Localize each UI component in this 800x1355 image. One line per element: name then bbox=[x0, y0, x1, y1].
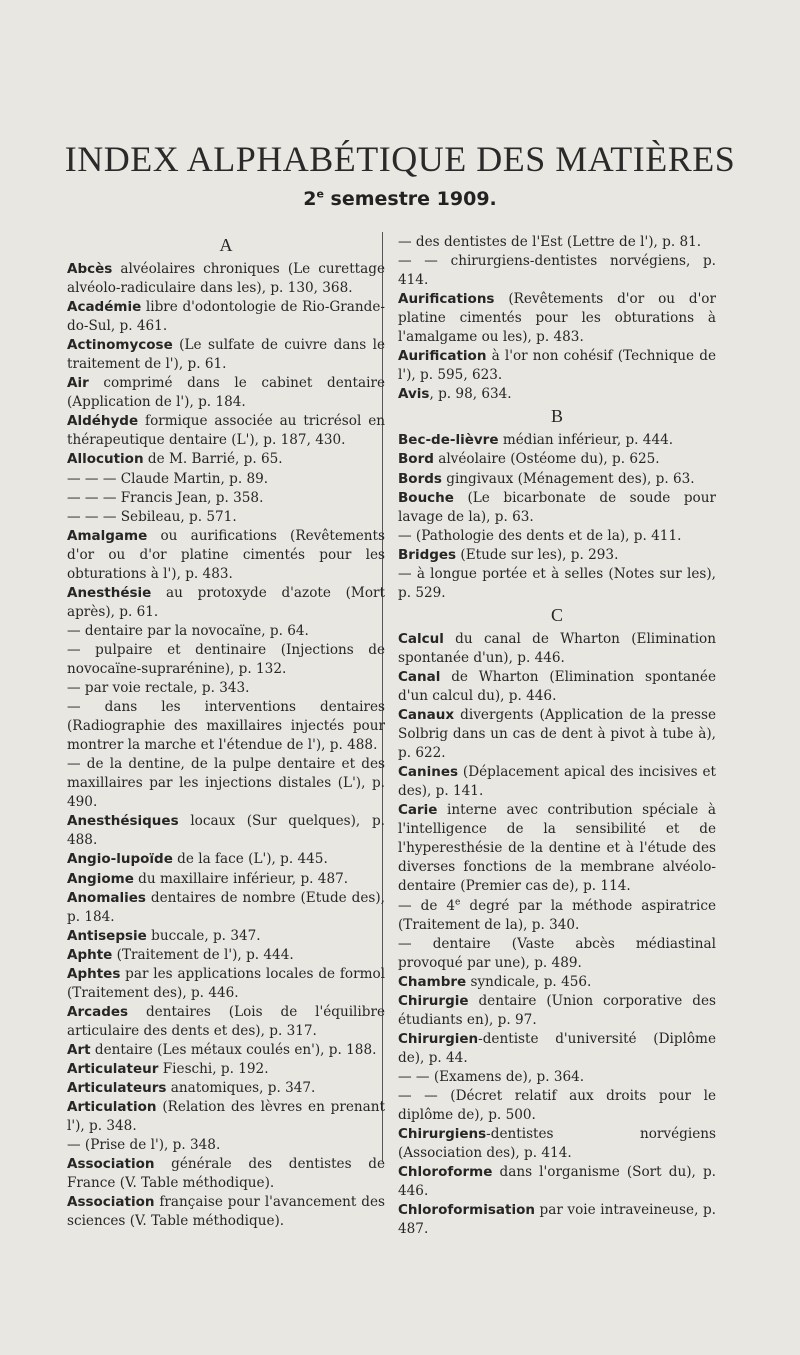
entry-text: du maxillaire inférieur, p. 487. bbox=[133, 870, 349, 887]
index-entry bbox=[67, 336, 385, 374]
index-entry bbox=[398, 546, 716, 565]
section-letter-a: A bbox=[219, 235, 233, 255]
index-entry bbox=[67, 889, 385, 927]
index-entry bbox=[67, 260, 385, 298]
entry-text: médian inférieur, p. 444. bbox=[498, 432, 674, 449]
entry-text: anatomiques, p. 347. bbox=[166, 1080, 316, 1097]
index-subentry: — — — Francis Jean, p. 358. bbox=[67, 489, 264, 506]
entry-keyword: Allocution bbox=[67, 451, 144, 468]
index-entry bbox=[398, 450, 716, 469]
index-entry bbox=[398, 1201, 716, 1239]
entry-keyword: Canines bbox=[398, 764, 459, 781]
index-subentry: — — chirurgiens-dentistes norvégiens, p. 414. bbox=[398, 253, 716, 289]
entry-text: du canal de Wharton (Elimination spontanée d'un), p. 446. bbox=[398, 630, 716, 666]
page-subtitle bbox=[0, 188, 800, 210]
section-letter-b: B bbox=[550, 406, 563, 427]
entry-keyword: Association bbox=[67, 1194, 155, 1211]
subtitle-sup: e bbox=[316, 187, 324, 201]
entry-keyword: Abcès bbox=[67, 261, 113, 277]
entry-text: -dentistes norvégiens (Association des), p. 414. bbox=[398, 1126, 716, 1162]
index-subentry: — — — Sebileau, p. 571. bbox=[67, 508, 237, 525]
entry-keyword: Arcades bbox=[67, 1003, 129, 1020]
right-column bbox=[398, 233, 716, 1239]
index-subentry: — (Pathologie des dents et de la), p. 411. bbox=[398, 527, 682, 544]
index-entry bbox=[67, 298, 385, 336]
entry-text: alvéolaires chroniques (Le curettage alvéolo-radiculaire dans les), p. 130, 368. bbox=[67, 261, 385, 297]
entry-text: degré par la méthode aspiratrice (Traitement de la), p. 340. bbox=[398, 897, 716, 933]
entry-keyword: Académie bbox=[67, 299, 142, 316]
index-entry bbox=[398, 706, 716, 763]
index-entry bbox=[398, 489, 716, 527]
entry-keyword: Art bbox=[67, 1041, 91, 1058]
entry-keyword: Angio-lupoïde bbox=[67, 851, 173, 868]
entry-text: par les applications locales de formol (Traitement des), p. 446. bbox=[67, 965, 385, 1001]
entry-sup: e bbox=[455, 896, 461, 907]
entry-text: gingivaux (Ménagement des), p. 63. bbox=[441, 470, 695, 487]
entry-text: alvéolaire (Ostéome du), p. 625. bbox=[433, 451, 660, 468]
entry-keyword: Anomalies bbox=[67, 889, 146, 906]
entry-text: syndicale, p. 456. bbox=[466, 973, 592, 990]
entry-keyword: Chloroforme bbox=[398, 1164, 493, 1181]
index-entry bbox=[67, 946, 385, 965]
index-entry bbox=[67, 850, 385, 869]
index-subentry: — dentaire (Vaste abcès médiastinal provoqué par une), p. 489. bbox=[398, 935, 716, 971]
entry-keyword: Bridges bbox=[398, 546, 457, 563]
entry-text: libre d'odontologie de Rio-Grande-do-Sul, p. 461. bbox=[67, 299, 385, 335]
entry-keyword: Chirurgien bbox=[398, 1030, 479, 1047]
entry-text: Fieschi, p. 192. bbox=[158, 1060, 269, 1077]
index-entry bbox=[398, 973, 716, 992]
index-entry bbox=[67, 374, 385, 412]
subtitle-number: 2 bbox=[303, 188, 317, 210]
entry-text: comprimé dans le cabinet dentaire (Application de l'), p. 184. bbox=[67, 375, 385, 411]
index-entry bbox=[67, 1079, 385, 1098]
entry-keyword: Air bbox=[67, 375, 89, 392]
entry-text: (Traitement de l'), p. 444. bbox=[112, 946, 294, 963]
entry-keyword: Aurifications bbox=[398, 291, 495, 308]
index-subentry: — dans les interventions dentaires (Radiographie des maxillaires injectés pour montrer la marche et l'étendue de l'), p. 488. bbox=[67, 699, 385, 754]
entry-keyword: Actinomycose bbox=[67, 337, 173, 354]
entry-text: dentaires de nombre (Etude des), p. 184. bbox=[67, 889, 385, 925]
entry-text: (Etude sur les), p. 293. bbox=[456, 546, 619, 563]
index-subentry: — dentaire par la novocaïne, p. 64. bbox=[67, 622, 309, 639]
index-entry bbox=[398, 630, 716, 668]
entry-text: divergents (Application de la presse Solbrig dans un cas de dent à pivot à tube à), p. 622. bbox=[398, 707, 716, 762]
entry-keyword: Aldéhyde bbox=[67, 413, 139, 430]
index-entry bbox=[67, 1098, 385, 1136]
entry-text: buccale, p. 347. bbox=[146, 927, 261, 944]
entry-keyword: Articulateur bbox=[67, 1060, 159, 1077]
index-entry bbox=[398, 290, 716, 347]
entry-text: (Revêtements d'or ou d'or platine cimentés pour les obturations à l'amalgame ou les), p. 483. bbox=[398, 291, 716, 346]
entry-keyword: Aurification bbox=[398, 348, 487, 365]
entry-text: — de 4 bbox=[398, 897, 456, 914]
index-entry bbox=[398, 1163, 716, 1201]
entry-text: interne avec contribution spéciale à l'intelligence de la sensibilité et de l'hyperesthésie de la dentine et à l'étude des diverses fonctions de la membrane alvéolo-dentaire (Premier cas de), p. 114. bbox=[398, 802, 716, 895]
index-entry bbox=[67, 927, 385, 946]
index-entry bbox=[67, 527, 385, 584]
index-entry bbox=[398, 763, 716, 801]
entry-text: locaux (Sur quelques), p. 488. bbox=[67, 813, 385, 849]
entry-keyword: Chloroformisation bbox=[398, 1202, 535, 1219]
index-subentry: — de la dentine, de la pulpe dentaire et des maxillaires par les injections distales (L'), p. 490. bbox=[67, 756, 385, 811]
page-title: INDEX ALPHABÉTIQUE DES MATIÈRES bbox=[64, 139, 736, 179]
index-entry bbox=[398, 801, 716, 896]
index-entry bbox=[398, 992, 716, 1030]
entry-keyword: Chirurgiens bbox=[398, 1126, 487, 1143]
index-subentry: — par voie rectale, p. 343. bbox=[67, 680, 250, 697]
index-subentry: — — (Décret relatif aux droits pour le diplôme de), p. 500. bbox=[398, 1087, 716, 1124]
entry-keyword: Articulateurs bbox=[67, 1080, 167, 1097]
index-entry bbox=[398, 431, 716, 450]
index-entry bbox=[67, 1003, 385, 1041]
entry-keyword: Angiome bbox=[67, 870, 134, 887]
entry-text: française pour l'avancement des sciences (V. Table méthodique). bbox=[67, 1194, 385, 1230]
index-subentry: — — — Claude Martin, p. 89. bbox=[67, 470, 269, 487]
entry-text: (Le bicarbonate de soude pour lavage de la), p. 63. bbox=[398, 489, 716, 525]
entry-text: au protoxyde d'azote (Mort après), p. 61. bbox=[67, 584, 385, 620]
entry-keyword: Amalgame bbox=[67, 527, 148, 544]
index-entry bbox=[67, 412, 385, 450]
entry-text: dentaire (Les métaux coulés en'), p. 188. bbox=[90, 1041, 377, 1058]
entry-keyword: Bords bbox=[398, 470, 442, 487]
entry-text: par voie intraveineuse, p. 487. bbox=[398, 1202, 716, 1238]
index-subentry bbox=[398, 897, 716, 935]
index-entry bbox=[67, 1155, 385, 1193]
index-entry bbox=[67, 1041, 385, 1060]
entry-text: (Déplacement apical des incisives et des), p. 141. bbox=[398, 764, 716, 800]
entry-keyword: Articulation bbox=[67, 1099, 157, 1116]
entry-keyword: Chirurgie bbox=[398, 992, 469, 1009]
entry-text: de la face (L'), p. 445. bbox=[172, 851, 328, 868]
entry-keyword: Association bbox=[67, 1156, 155, 1173]
entry-keyword: Canaux bbox=[398, 707, 455, 724]
index-entry bbox=[67, 965, 385, 1003]
index-subentry: — à longue portée et à selles (Notes sur les), p. 529. bbox=[398, 565, 716, 601]
entry-text: de M. Barrié, p. 65. bbox=[143, 451, 283, 468]
index-entry bbox=[398, 347, 716, 385]
index-entry bbox=[398, 470, 716, 489]
entry-text: dans l'organisme (Sort du), p. 446. bbox=[398, 1164, 716, 1200]
index-entry bbox=[67, 450, 385, 469]
index-entry bbox=[398, 668, 716, 706]
entry-keyword: Anesthésiques bbox=[67, 813, 179, 830]
entry-keyword: Bec-de-lièvre bbox=[398, 432, 499, 449]
entry-keyword: Anesthésie bbox=[67, 584, 152, 601]
entry-text: générale des dentistes de France (V. Table méthodique). bbox=[67, 1156, 385, 1192]
entry-keyword: Chambre bbox=[398, 973, 467, 990]
index-subentry: — pulpaire et dentinaire (Injections de novocaïne-suprarénine), p. 132. bbox=[67, 641, 385, 677]
entry-keyword: Bouche bbox=[398, 489, 454, 506]
entry-text: (Relation des lèvres en prenant l'), p. 348. bbox=[67, 1099, 385, 1135]
entry-text: , p. 98, 634. bbox=[429, 386, 512, 403]
entry-keyword: Aphtes bbox=[67, 965, 121, 982]
index-entry bbox=[398, 1125, 716, 1163]
entry-text: de Wharton (Elimination spontanée d'un calcul du), p. 446. bbox=[398, 668, 716, 704]
index-entry bbox=[67, 1060, 385, 1079]
index-subentry: — (Prise de l'), p. 348. bbox=[67, 1137, 221, 1154]
entry-text: dentaires (Lois de l'équilibre articulaire des dents et des), p. 317. bbox=[67, 1003, 385, 1039]
entry-keyword: Canal bbox=[398, 668, 441, 685]
entry-keyword: Avis bbox=[398, 386, 430, 403]
entry-text: dentaire (Union corporative des étudiants en), p. 97. bbox=[398, 992, 716, 1028]
index-entry bbox=[67, 812, 385, 850]
section-letter-c: C bbox=[550, 604, 563, 625]
entry-keyword: Antisepsie bbox=[67, 927, 147, 944]
entry-keyword: Carie bbox=[398, 802, 438, 819]
index-entry bbox=[398, 1030, 716, 1068]
subtitle-rest: semestre 1909. bbox=[323, 188, 497, 210]
index-entry bbox=[67, 1193, 385, 1231]
left-column bbox=[67, 233, 385, 1231]
entry-keyword: Bord bbox=[398, 451, 434, 468]
index-entry bbox=[398, 385, 716, 404]
entry-keyword: Calcul bbox=[398, 630, 444, 647]
entry-text: à l'or non cohésif (Technique de l'), p. 595, 623. bbox=[398, 348, 716, 384]
entry-text: formique associée au tricrésol en thérapeutique dentaire (L'), p. 187, 430. bbox=[67, 413, 385, 449]
index-entry bbox=[67, 870, 385, 889]
entry-keyword: Aphte bbox=[67, 946, 113, 963]
entry-text: ou aurifications (Revêtements d'or ou d'or platine cimentés pour les obturations à l'), p. 483. bbox=[67, 527, 385, 582]
index-subentry: — des dentistes de l'Est (Lettre de l'), p. 81. bbox=[398, 234, 702, 250]
entry-text: -dentiste d'université (Diplôme de), p. 44. bbox=[398, 1030, 716, 1066]
index-entry bbox=[67, 584, 385, 622]
entry-text: (Le sulfate de cuivre dans le traitement de l'), p. 61. bbox=[67, 337, 385, 373]
index-subentry: — — (Examens de), p. 364. bbox=[398, 1068, 585, 1085]
